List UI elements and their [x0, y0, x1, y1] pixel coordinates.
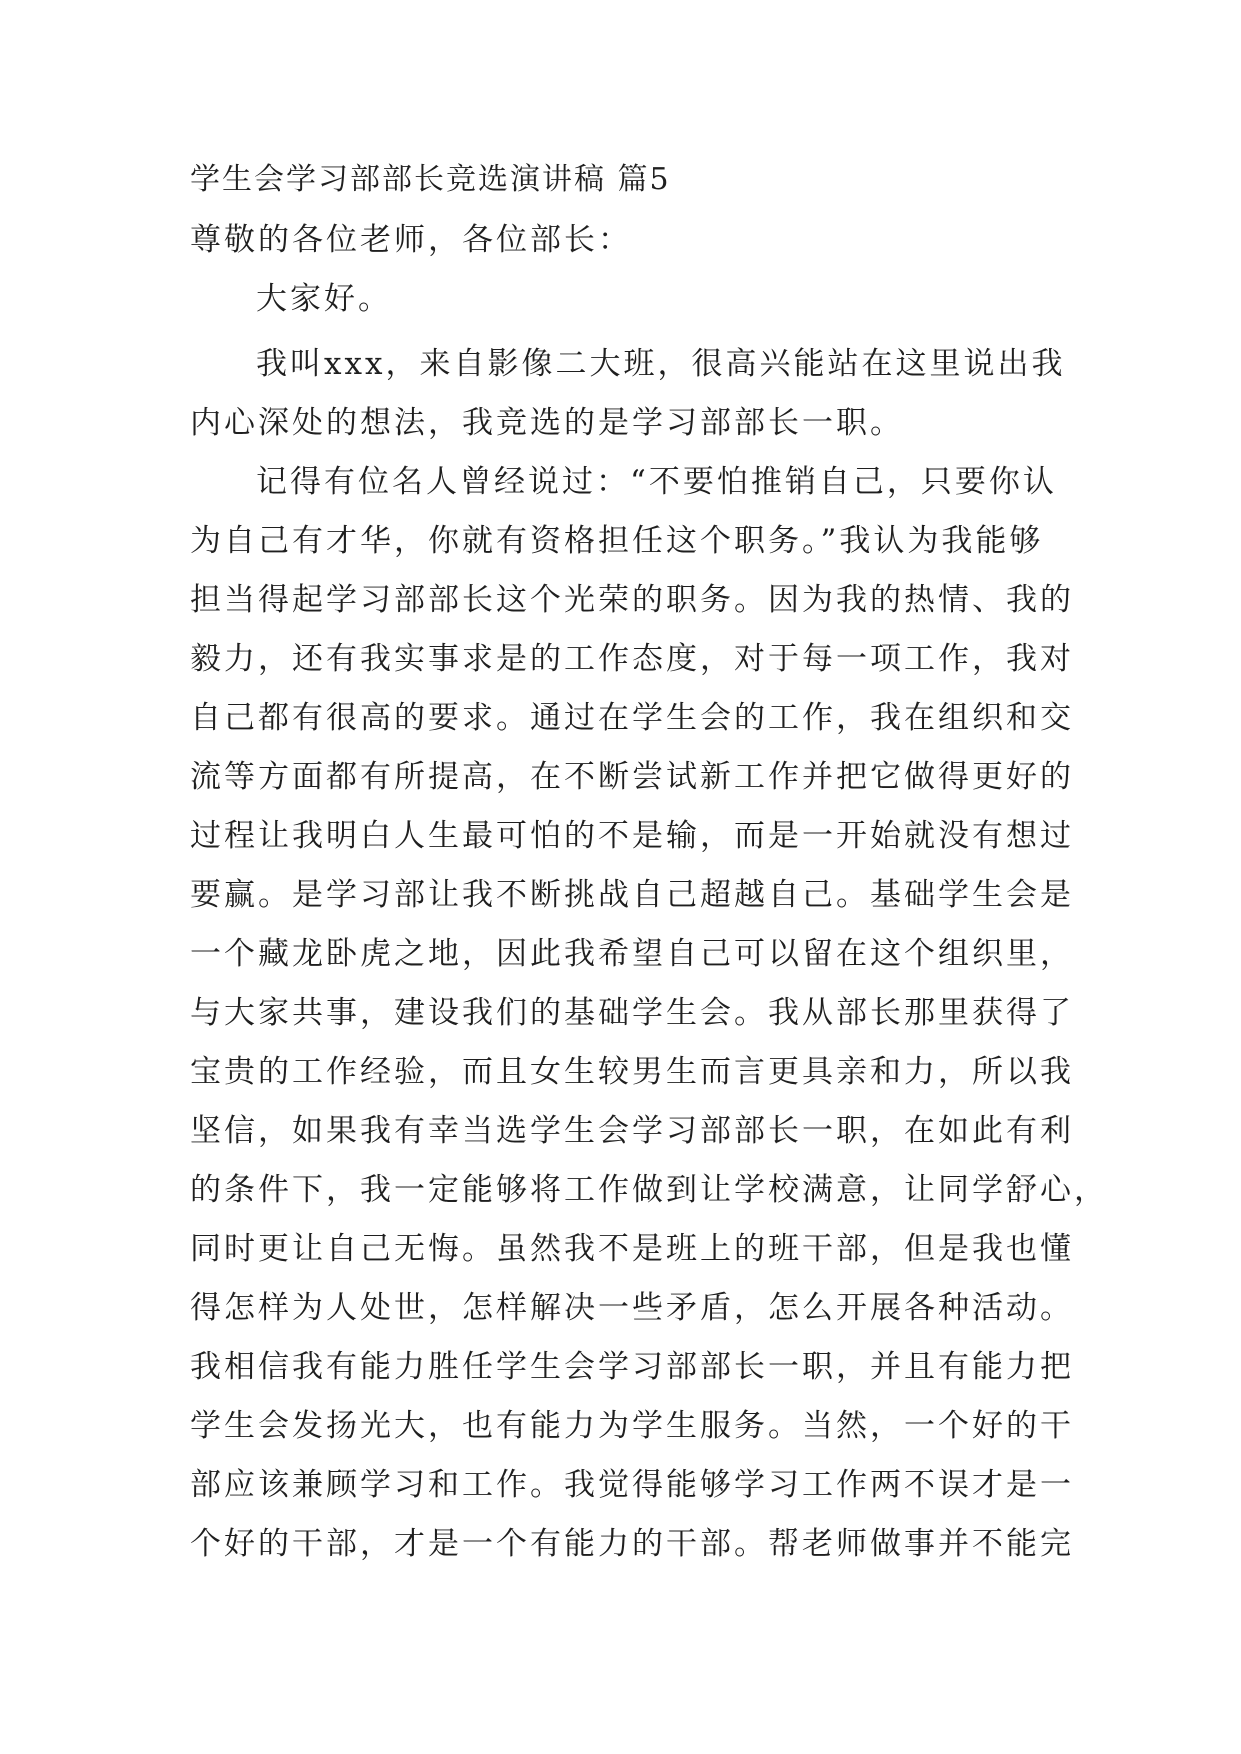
- body-line: 担当得起学习部部长这个光荣的职务。因为我的热情、我的: [190, 582, 1074, 618]
- body-line: 要赢。是学习部让我不断挑战自己超越自己。基础学生会是: [190, 877, 1074, 913]
- body-line: 过程让我明白人生最可怕的不是输，而是一开始就没有想过: [190, 818, 1074, 854]
- body-line: 内心深处的想法，我竞选的是学习部部长一职。: [190, 405, 904, 441]
- body-line: 宝贵的工作经验，而且女生较男生而言更具亲和力，所以我: [190, 1054, 1074, 1090]
- document-title: 学生会学习部部长竞选演讲稿 篇5: [190, 162, 671, 197]
- body-line: 自己都有很高的要求。通过在学生会的工作，我在组织和交: [190, 700, 1074, 736]
- body-line: 与大家共事，建设我们的基础学生会。我从部长那里获得了: [190, 995, 1074, 1031]
- greeting-line: 大家好。: [256, 281, 392, 317]
- body-line: 的条件下，我一定能够将工作做到让学校满意，让同学舒心，: [190, 1172, 1108, 1208]
- body-line: 我相信我有能力胜任学生会学习部部长一职，并且有能力把: [190, 1349, 1074, 1385]
- body-line: 部应该兼顾学习和工作。我觉得能够学习工作两不误才是一: [190, 1467, 1074, 1503]
- salutation-line: 尊敬的各位老师，各位部长：: [190, 222, 632, 258]
- body-line: 记得有位名人曾经说过：“不要怕推销自己，只要你认: [256, 464, 1057, 500]
- body-line: 同时更让自己无悔。虽然我不是班上的班干部，但是我也懂: [190, 1231, 1074, 1267]
- body-line: 个好的干部，才是一个有能力的干部。帮老师做事并不能完: [190, 1526, 1074, 1562]
- body-line: 一个藏龙卧虎之地，因此我希望自己可以留在这个组织里，: [190, 936, 1074, 972]
- body-line: 流等方面都有所提高，在不断尝试新工作并把它做得更好的: [190, 759, 1074, 795]
- body-line: 得怎样为人处世，怎样解决一些矛盾，怎么开展各种活动。: [190, 1290, 1074, 1326]
- body-line: 毅力，还有我实事求是的工作态度，对于每一项工作，我对: [190, 641, 1074, 677]
- body-line: 坚信，如果我有幸当选学生会学习部部长一职，在如此有利: [190, 1113, 1074, 1149]
- body-line: 为自己有才华，你就有资格担任这个职务。”我认为我能够: [190, 523, 1044, 559]
- body-line: 学生会发扬光大，也有能力为学生服务。当然，一个好的干: [190, 1408, 1074, 1444]
- body-line: 我叫xxx，来自影像二大班，很高兴能站在这里说出我: [256, 346, 1066, 382]
